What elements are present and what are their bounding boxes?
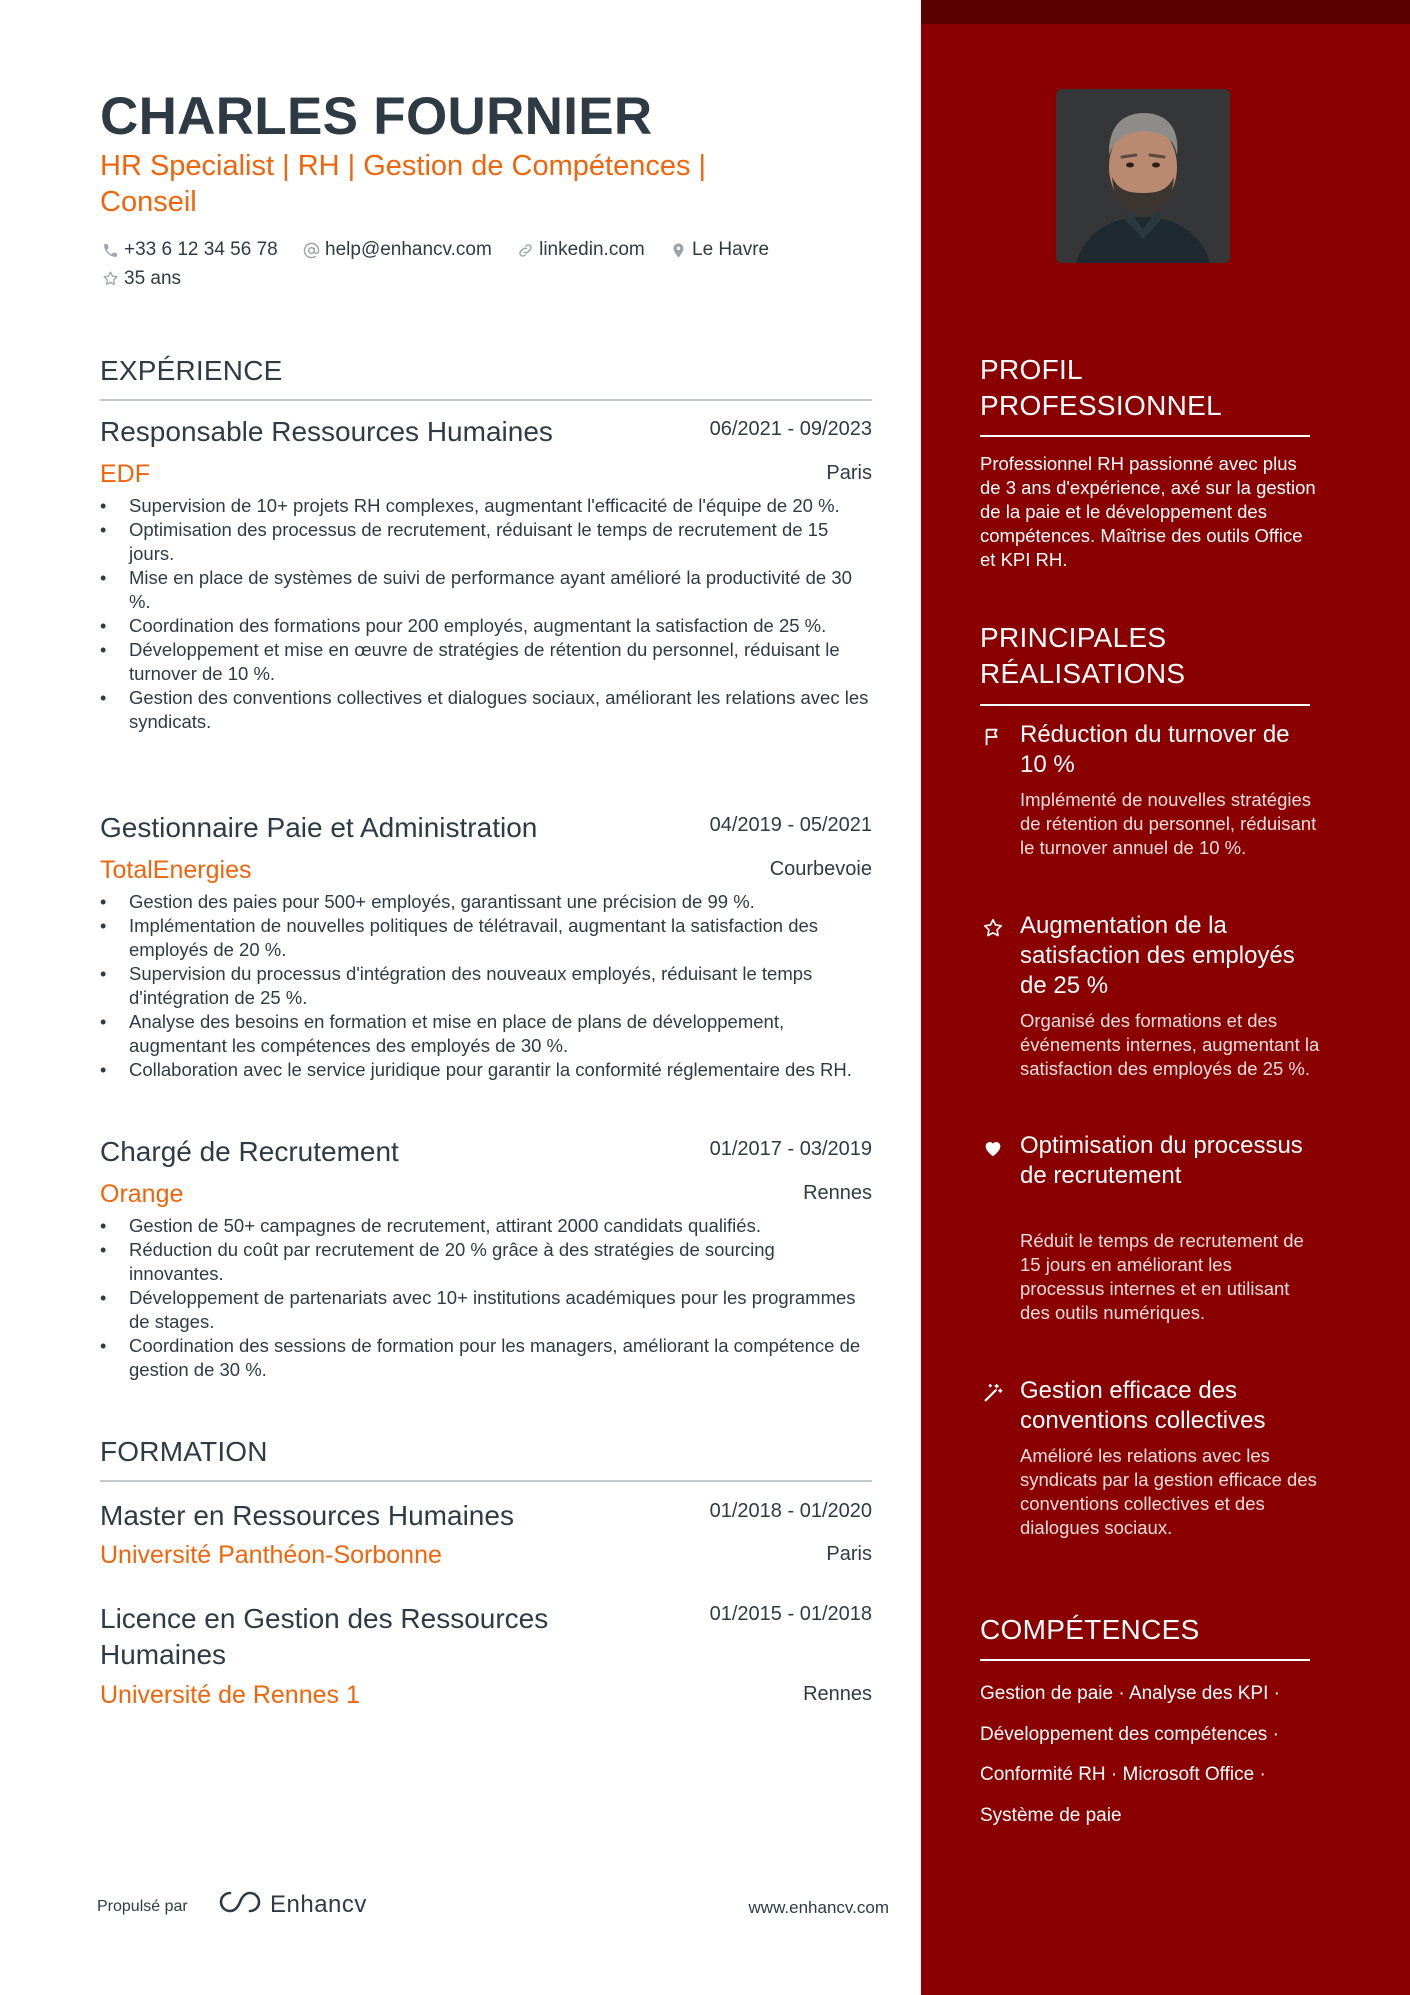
job-company: Orange — [100, 1180, 184, 1208]
skill-item: Microsoft Office — [1122, 1764, 1255, 1785]
sidebar — [921, 0, 1410, 1995]
job-bullet: • Développement et mise en œuvre de stratégies de rétention du personnel, réduisant le turnover de 10 %. — [100, 638, 872, 686]
job-bullet: • Collaboration avec le service juridique pour garantir la conformité réglementaire des RH. — [100, 1058, 872, 1082]
sidebar-top-band — [921, 0, 1410, 24]
skill-item: Conformité RH — [980, 1764, 1106, 1785]
job-bullets — [100, 494, 872, 734]
contact-list — [100, 236, 800, 293]
contact-age — [100, 265, 181, 293]
achievements-divider — [980, 704, 1310, 706]
candidate-name: CHARLES FOURNIER — [100, 87, 653, 146]
job-bullet: • Supervision de 10+ projets RH complexes, augmentant l'efficacité de l'équipe de 20 %. — [100, 494, 872, 518]
job-title: Chargé de Recrutement — [100, 1136, 399, 1167]
skills-heading: COMPÉTENCES — [980, 1614, 1200, 1645]
education-location: Rennes — [803, 1683, 872, 1705]
skills-list: Gestion de paie · Analyse des KPI · Développement des compétences · Conformité RH · Microsoft Office · Système de paie — [980, 1683, 1280, 1826]
contact-phone-text: +33 6 12 34 56 78 — [124, 239, 278, 260]
at-icon — [301, 240, 321, 260]
achievement-item — [980, 1131, 1320, 1351]
skills-divider — [980, 1659, 1310, 1661]
achievement-title: Gestion efficace des conventions collectives — [1020, 1377, 1266, 1434]
enhancv-logo-icon — [216, 1888, 264, 1921]
achievements-heading: PRINCIPALES RÉALISATIONS — [980, 622, 1186, 689]
job-dates: 01/2017 - 03/2019 — [709, 1138, 872, 1160]
achievement-title: Optimisation du processus de recrutement — [1020, 1132, 1303, 1189]
job-bullet: • Coordination des formations pour 200 employés, augmentant la satisfaction de 25 %. — [100, 614, 872, 638]
footer-powered-by: Propulsé par — [97, 1898, 188, 1915]
job-entry — [100, 416, 872, 786]
skill-item: Système de paie — [980, 1804, 1122, 1826]
achievement-item — [980, 720, 1320, 890]
education-entry — [100, 1498, 872, 1578]
job-location: Paris — [826, 462, 872, 484]
profile-summary: Professionnel RH passionné avec plus de 3 ans d'expérience, axé sur la gestion de la paie et le développement des compétences. Maîtrise des outils Office et KPI RH. — [980, 453, 1316, 570]
job-bullets — [100, 890, 872, 1082]
skill-item: Développement des compétences — [980, 1723, 1268, 1745]
profile-photo — [1056, 89, 1230, 263]
job-bullet: • Coordination des sessions de formation pour les managers, améliorant la compétence de gestion de 30 %. — [100, 1334, 872, 1382]
education-degree: Licence en Gestion des Ressources Humaines — [100, 1603, 549, 1670]
achievement-title: Réduction du turnover de 10 % — [1020, 721, 1290, 778]
skill-item: Analyse des KPI — [1128, 1683, 1269, 1704]
achievement-text: Organisé des formations et des événements internes, augmentant la satisfaction des employés de 25 %. — [1020, 1010, 1320, 1079]
contact-location-text: Le Havre — [692, 239, 770, 260]
education-degree: Master en Ressources Humaines — [100, 1500, 514, 1531]
contact-email[interactable] — [301, 236, 492, 264]
achievement-text: Implémenté de nouvelles stratégies de rétention du personnel, réduisant le turnover annuel de 10 %. — [1020, 789, 1317, 858]
phone-icon — [100, 240, 120, 260]
education-heading-text: FORMATION — [100, 1436, 268, 1467]
education-entry — [100, 1601, 872, 1719]
contact-location — [668, 236, 769, 264]
job-bullet: • Supervision du processus d'intégration des nouveaux employés, réduisant le temps d'intégration de 25 %. — [100, 962, 872, 1010]
contact-email-text: help@enhancv.com — [325, 239, 492, 260]
job-bullets — [100, 1214, 872, 1382]
profile-divider — [980, 435, 1310, 437]
job-title: Gestionnaire Paie et Administration — [100, 812, 538, 843]
education-location: Paris — [826, 1543, 872, 1565]
skill-item: Gestion de paie — [980, 1683, 1114, 1704]
job-bullet: • Réduction du coût par recrutement de 20 % grâce à des stratégies de sourcing innovantes. — [100, 1238, 872, 1286]
job-bullet: • Gestion des conventions collectives et dialogues sociaux, améliorant les relations avec les syndicats. — [100, 686, 872, 734]
contact-age-text: 35 ans — [124, 267, 182, 289]
candidate-title: HR Specialist | RH | Gestion de Compétences | Conseil — [100, 150, 707, 218]
job-dates: 06/2021 - 09/2023 — [709, 418, 872, 440]
contact-linkedin-text: linkedin.com — [539, 239, 645, 260]
achievement-item — [980, 1376, 1320, 1576]
achievement-text: Amélioré les relations avec les syndicats par la gestion efficace des conventions collectives et des dialogues sociaux. — [1020, 1445, 1317, 1538]
job-company: TotalEnergies — [100, 856, 252, 884]
footer-brand: Enhancv — [270, 1890, 367, 1918]
footer-url[interactable]: www.enhancv.com — [748, 1898, 889, 1917]
education-dates: 01/2015 - 01/2018 — [709, 1603, 872, 1625]
job-title: Responsable Ressources Humaines — [100, 416, 553, 447]
education-school: Université Panthéon-Sorbonne — [100, 1541, 442, 1569]
job-bullet: • Gestion de 50+ campagnes de recrutement, attirant 2000 candidats qualifiés. — [100, 1214, 872, 1238]
experience-divider — [100, 399, 872, 401]
heart-icon — [980, 1135, 1006, 1161]
experience-heading — [100, 355, 872, 387]
job-location: Rennes — [803, 1182, 872, 1204]
job-entry — [100, 1136, 872, 1396]
experience-heading-text: EXPÉRIENCE — [100, 355, 283, 386]
education-dates: 01/2018 - 01/2020 — [709, 1500, 872, 1522]
job-company: EDF — [100, 460, 150, 488]
job-entry — [100, 812, 872, 1112]
education-divider — [100, 1480, 872, 1482]
link-icon — [515, 240, 535, 260]
profile-heading: PROFIL PROFESSIONNEL — [980, 354, 1222, 421]
job-bullet: • Implémentation de nouvelles politiques de télétravail, augmentant la satisfaction des employés de 20 %. — [100, 914, 872, 962]
flag-icon — [980, 724, 1006, 750]
contact-phone[interactable] — [100, 236, 278, 264]
education-heading — [100, 1436, 872, 1468]
job-bullet: • Mise en place de systèmes de suivi de performance ayant amélioré la productivité de 30 %. — [100, 566, 872, 614]
job-dates: 04/2019 - 05/2021 — [709, 814, 872, 836]
star-outline-icon — [100, 269, 120, 289]
job-bullet: • Gestion des paies pour 500+ employés, garantissant une précision de 99 %. — [100, 890, 872, 914]
achievement-item — [980, 911, 1320, 1106]
star-icon — [980, 915, 1006, 941]
achievement-title: Augmentation de la satisfaction des employés de 25 % — [1020, 912, 1295, 999]
wand-icon — [980, 1380, 1006, 1406]
achievement-text: Réduit le temps de recrutement de 15 jours en améliorant les processus internes et en utilisant des outils numériques. — [1020, 1230, 1304, 1323]
education-school: Université de Rennes 1 — [100, 1681, 360, 1709]
portrait-image — [1056, 89, 1230, 263]
job-location: Courbevoie — [769, 858, 872, 880]
location-pin-icon — [668, 240, 688, 260]
footer-logo[interactable] — [216, 1888, 367, 1921]
job-bullet: • Analyse des besoins en formation et mise en place de plans de développement, augmentant les compétences des employés de 30 %. — [100, 1010, 872, 1058]
contact-linkedin[interactable] — [515, 236, 645, 264]
job-bullet: • Développement de partenariats avec 10+ institutions académiques pour les programmes de stages. — [100, 1286, 872, 1334]
job-bullet: • Optimisation des processus de recrutement, réduisant le temps de recrutement de 15 jours. — [100, 518, 872, 566]
